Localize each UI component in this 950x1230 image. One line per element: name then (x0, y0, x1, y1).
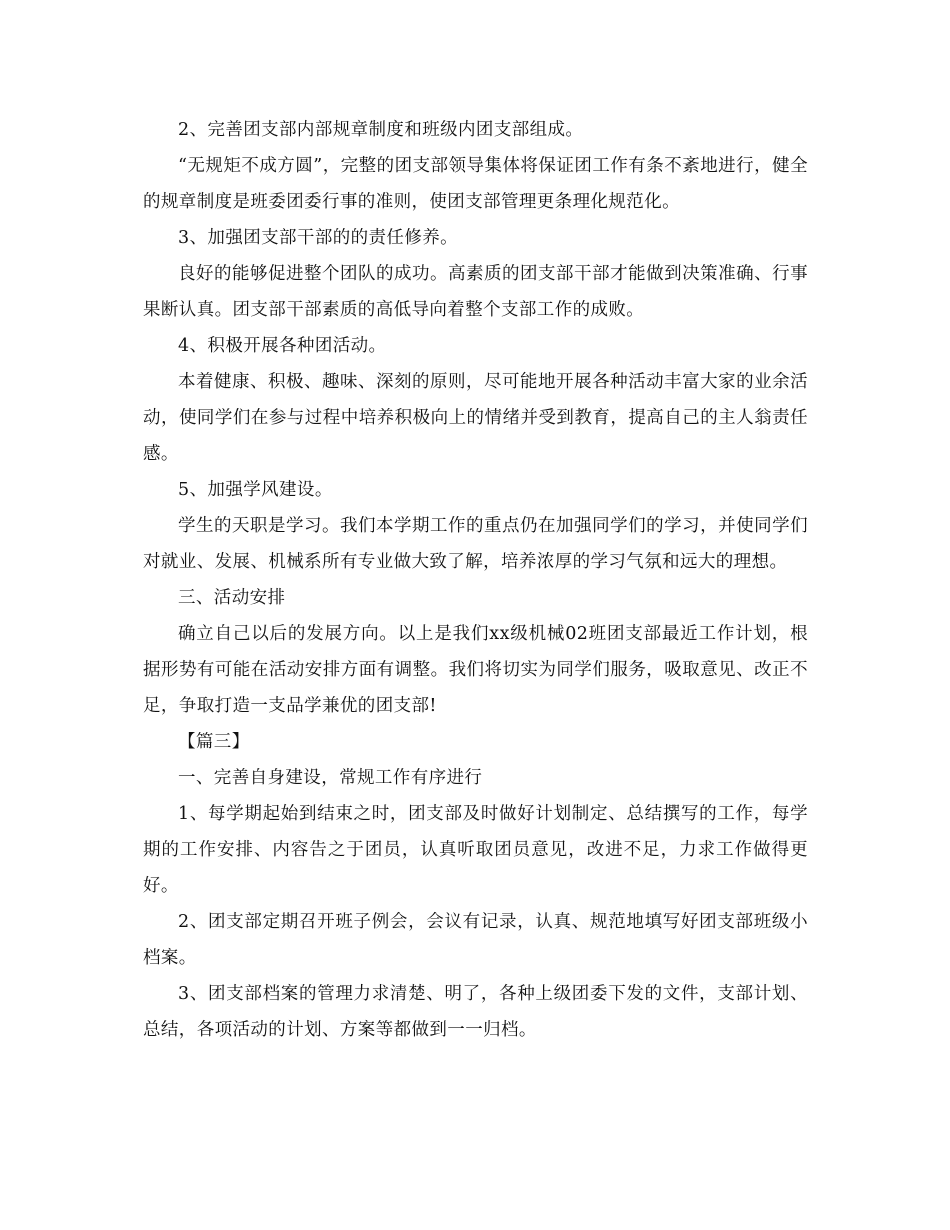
paragraph-conclusion: 确立自己以后的发展方向。以上是我们xx级机械02班团支部最近工作计划，根据形势有可能在活动安排方面有调整。我们将切实为同学们服务，吸取意见、改正不足，争取打造一支品学兼优的团支部! (143, 624, 808, 716)
paragraph-item-3-heading: 3、加强团支部干部的的责任修养。 (178, 228, 459, 248)
paragraph-rules: “无规矩不成方圆”，完整的团支部领导集体将保证团工作有条不紊地进行，健全的规章制度是班委团委行事的准则，使团支部管理更条理化规范化。 (143, 156, 808, 212)
section-activity-arrangement-heading: 三、活动安排 (178, 588, 286, 608)
section-part-three-heading: 【篇三】 (178, 732, 250, 752)
paragraph-archives: 3、团支部档案的管理力求清楚、明了，各种上级团委下发的文件，支部计划、总结，各项活动的计划、方案等都做到一一归档。 (143, 984, 808, 1040)
paragraph-item-4-heading: 4、积极开展各种团活动。 (178, 336, 387, 356)
document-body (143, 112, 808, 1048)
paragraph-meetings: 2、团支部定期召开班子例会，会议有记录，认真、规范地填写好团支部班级小档案。 (143, 912, 808, 968)
paragraph-semester-plan: 1、每学期起始到结束之时，团支部及时做好计划制定、总结撰写的工作，每学期的工作安排、内容告之于团员，认真听取团员意见，改进不足，力求工作做得更好。 (143, 804, 808, 896)
section-self-building-heading: 一、完善自身建设，常规工作有序进行 (178, 768, 483, 788)
paragraph-item-5-heading: 5、加强学风建设。 (178, 480, 333, 500)
paragraph-cadre-quality: 良好的能够促进整个团队的成功。高素质的团支部干部才能做到决策准确、行事果断认真。团支部干部素质的高低导向着整个支部工作的成败。 (143, 264, 808, 320)
paragraph-item-2-heading: 2、完善团支部内部规章制度和班级内团支部组成。 (178, 120, 584, 140)
paragraph-activities: 本着健康、积极、趣味、深刻的原则，尽可能地开展各种活动丰富大家的业余活动，使同学们在参与过程中培养积极向上的情绪并受到教育，提高自己的主人翁责任感。 (143, 372, 808, 464)
paragraph-study: 学生的天职是学习。我们本学期工作的重点仍在加强同学们的学习，并使同学们对就业、发展、机械系所有专业做大致了解，培养浓厚的学习气氛和远大的理想。 (143, 516, 808, 572)
